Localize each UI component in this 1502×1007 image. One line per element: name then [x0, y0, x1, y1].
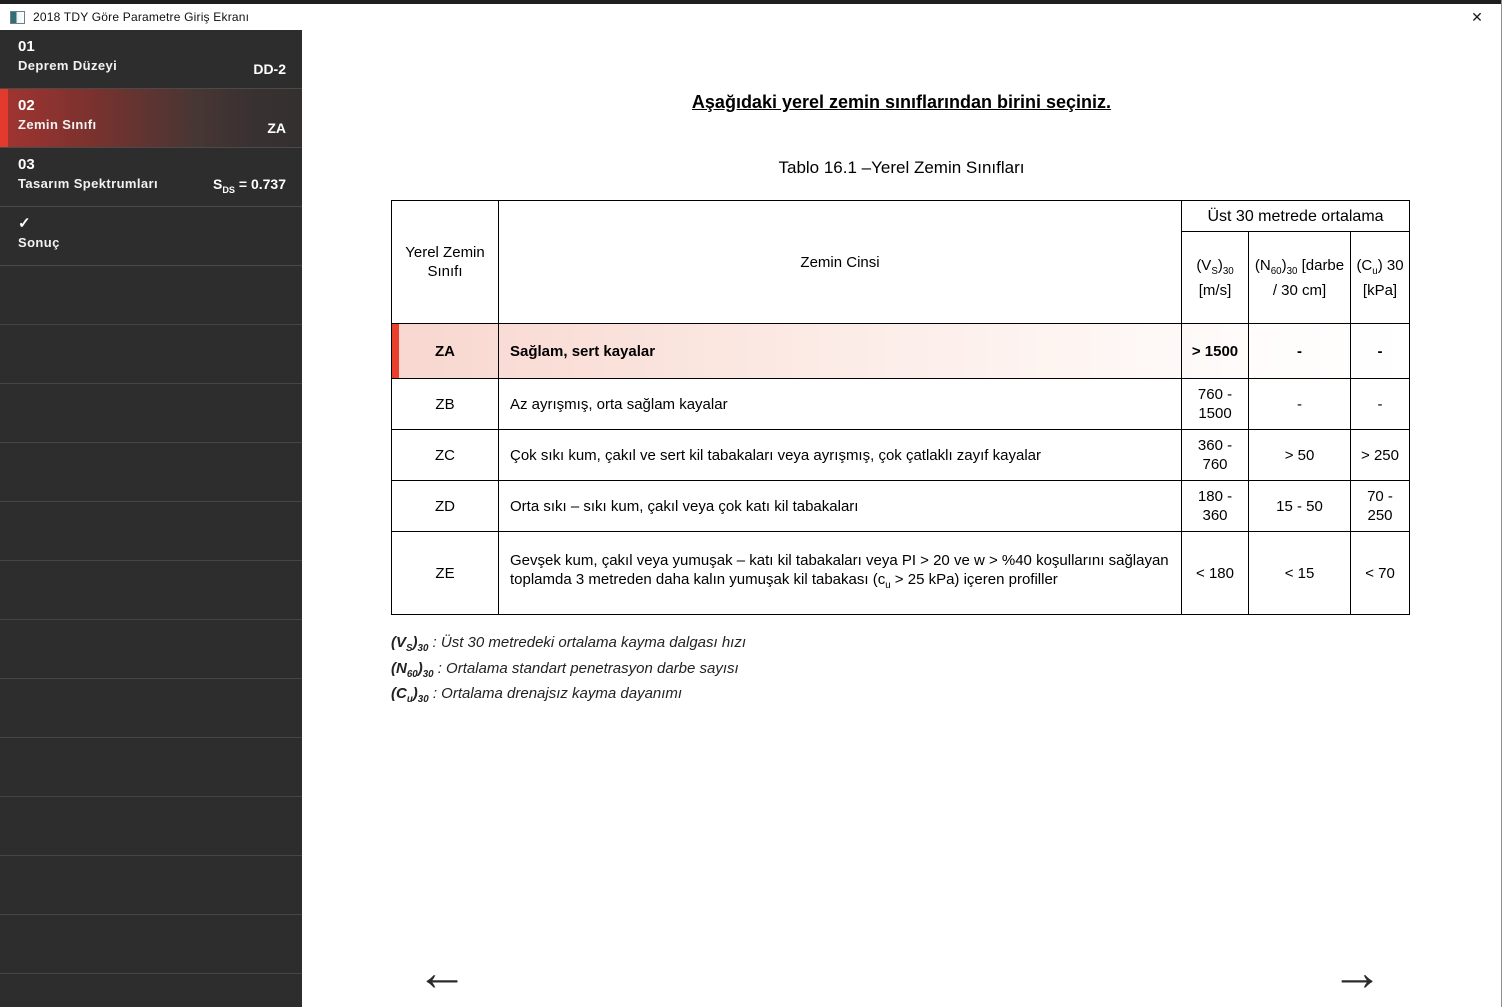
step-number: 03: [18, 156, 35, 173]
table-row-zc[interactable]: [392, 430, 1410, 481]
soil-desc-zc[interactable]: Çok sıkı kum, çakıl ve sert kil tabakaları veya ayrışmış, çok çatlaklı zayıf kayalar: [499, 430, 1182, 481]
sidebar-empty-row: [0, 620, 302, 679]
n60-value-ze: < 15: [1249, 532, 1351, 615]
sidebar-empty-row: [0, 915, 302, 974]
sidebar-empty-row: [0, 856, 302, 915]
step-label: Sonuç: [18, 235, 60, 250]
footnotes: [391, 633, 1501, 710]
sidebar-empty-rows: [0, 266, 302, 1007]
soil-class-za[interactable]: ZA: [392, 324, 499, 379]
soil-class-ze[interactable]: ZE: [392, 532, 499, 615]
sidebar-empty-row: [0, 974, 302, 1007]
app-icon: [10, 11, 25, 24]
sidebar-empty-row: [0, 738, 302, 797]
sidebar-step-tasarim-spektrumlari[interactable]: [0, 148, 302, 207]
header-group-avg: Üst 30 metrede ortalama: [1182, 201, 1410, 232]
cu-value-zd: 70 - 250: [1351, 481, 1410, 532]
soil-desc-zd[interactable]: Orta sıkı – sıkı kum, çakıl veya çok katı kil tabakaları: [499, 481, 1182, 532]
step-value: ZA: [267, 120, 286, 136]
main-content: [302, 30, 1501, 1007]
vs-value-ze: < 180: [1182, 532, 1249, 615]
cu-value-zc: > 250: [1351, 430, 1410, 481]
header-soil-type: Zemin Cinsi: [499, 201, 1182, 324]
footnote-n60: $(N_{60})_{30}$ : Ortalama standart penetrasyon darbe sayısı: [391, 659, 739, 680]
titlebar: [0, 4, 1501, 30]
close-button[interactable]: ✕: [1471, 9, 1483, 25]
n60-value-za: -: [1249, 324, 1351, 379]
header-cu: $(C_u)$ 30 [kPa]: [1351, 232, 1410, 324]
step-value: DD-2: [253, 61, 286, 77]
footnote-vs: $(V_S)_{30}$ : Üst 30 metredeki ortalama kayma dalgası hızı: [391, 634, 747, 654]
step-label: Zemin Sınıfı: [18, 117, 97, 132]
sidebar-empty-row: [0, 502, 302, 561]
step-number: 02: [18, 97, 35, 114]
sidebar-empty-row: [0, 797, 302, 856]
header-vs30: $(V_S)_{30}$ [m/s]: [1182, 232, 1249, 324]
soil-desc-ze[interactable]: Gevşek kum, çakıl veya yumuşak – katı kil tabakaları veya PI > 20 ve w > %40 koşullarını sağlayan toplamda 3 metreden daha kalın yumuşak kil tabakası ($c_u > 25$ kPa) içeren profiller: [499, 532, 1182, 615]
n60-value-zc: > 50: [1249, 430, 1351, 481]
vs-value-zb: 760 - 1500: [1182, 379, 1249, 430]
sidebar-empty-row: [0, 266, 302, 325]
sidebar-step-sonuc[interactable]: [0, 207, 302, 266]
sidebar-step-deprem-duzeyi[interactable]: [0, 30, 302, 89]
steps-sidebar: [0, 30, 302, 1007]
step-number: 01: [18, 38, 35, 55]
sidebar-step-zemin-sinifi[interactable]: [0, 89, 302, 148]
sidebar-empty-row: [0, 443, 302, 502]
soil-class-zb[interactable]: ZB: [392, 379, 499, 430]
next-arrow-button[interactable]: →: [1331, 944, 1383, 1002]
header-n60: $(N_{60})_{30}$ [darbe / 30 cm]: [1249, 232, 1351, 324]
sidebar-empty-row: [0, 679, 302, 738]
table-row-ze[interactable]: [392, 532, 1410, 615]
soil-class-table: [391, 200, 1410, 615]
step-label: Tasarım Spektrumları: [18, 176, 158, 191]
soil-class-zd[interactable]: ZD: [392, 481, 499, 532]
header-soil-class: Yerel Zemin Sınıfı: [392, 201, 499, 324]
soil-class-zc[interactable]: ZC: [392, 430, 499, 481]
sidebar-empty-row: [0, 325, 302, 384]
soil-desc-zb[interactable]: Az ayrışmış, orta sağlam kayalar: [499, 379, 1182, 430]
vs-value-za: > 1500: [1182, 324, 1249, 379]
sidebar-empty-row: [0, 561, 302, 620]
step-label: Deprem Düzeyi: [18, 58, 118, 73]
step-value: $S_{DS} = 0.737$: [213, 176, 286, 195]
vs-value-zc: 360 - 760: [1182, 430, 1249, 481]
table-caption: Tablo 16.1 –Yerel Zemin Sınıfları: [778, 158, 1025, 177]
sidebar-empty-row: [0, 384, 302, 443]
vs-value-zd: 180 - 360: [1182, 481, 1249, 532]
back-arrow-button[interactable]: ←: [416, 944, 468, 1002]
cu-value-za: -: [1351, 324, 1410, 379]
window-title: 2018 TDY Göre Parametre Giriş Ekranı: [33, 10, 250, 24]
window-body: [0, 30, 1501, 1007]
page-title: Aşağıdaki yerel zemin sınıflarından birini seçiniz.: [691, 92, 1112, 112]
soil-desc-za[interactable]: Sağlam, sert kayalar: [499, 324, 1182, 379]
check-icon: ✓: [18, 215, 31, 232]
table-row-za[interactable]: [392, 324, 1410, 379]
n60-value-zd: 15 - 50: [1249, 481, 1351, 532]
cu-value-ze: < 70: [1351, 532, 1410, 615]
cu-value-zb: -: [1351, 379, 1410, 430]
n60-value-zb: -: [1249, 379, 1351, 430]
footnote-cu: $(C_u)_{30}$ : Ortalama drenajsız kayma dayanımı: [391, 685, 683, 705]
table-row-zd[interactable]: [392, 481, 1410, 532]
table-row-zb[interactable]: [392, 379, 1410, 430]
